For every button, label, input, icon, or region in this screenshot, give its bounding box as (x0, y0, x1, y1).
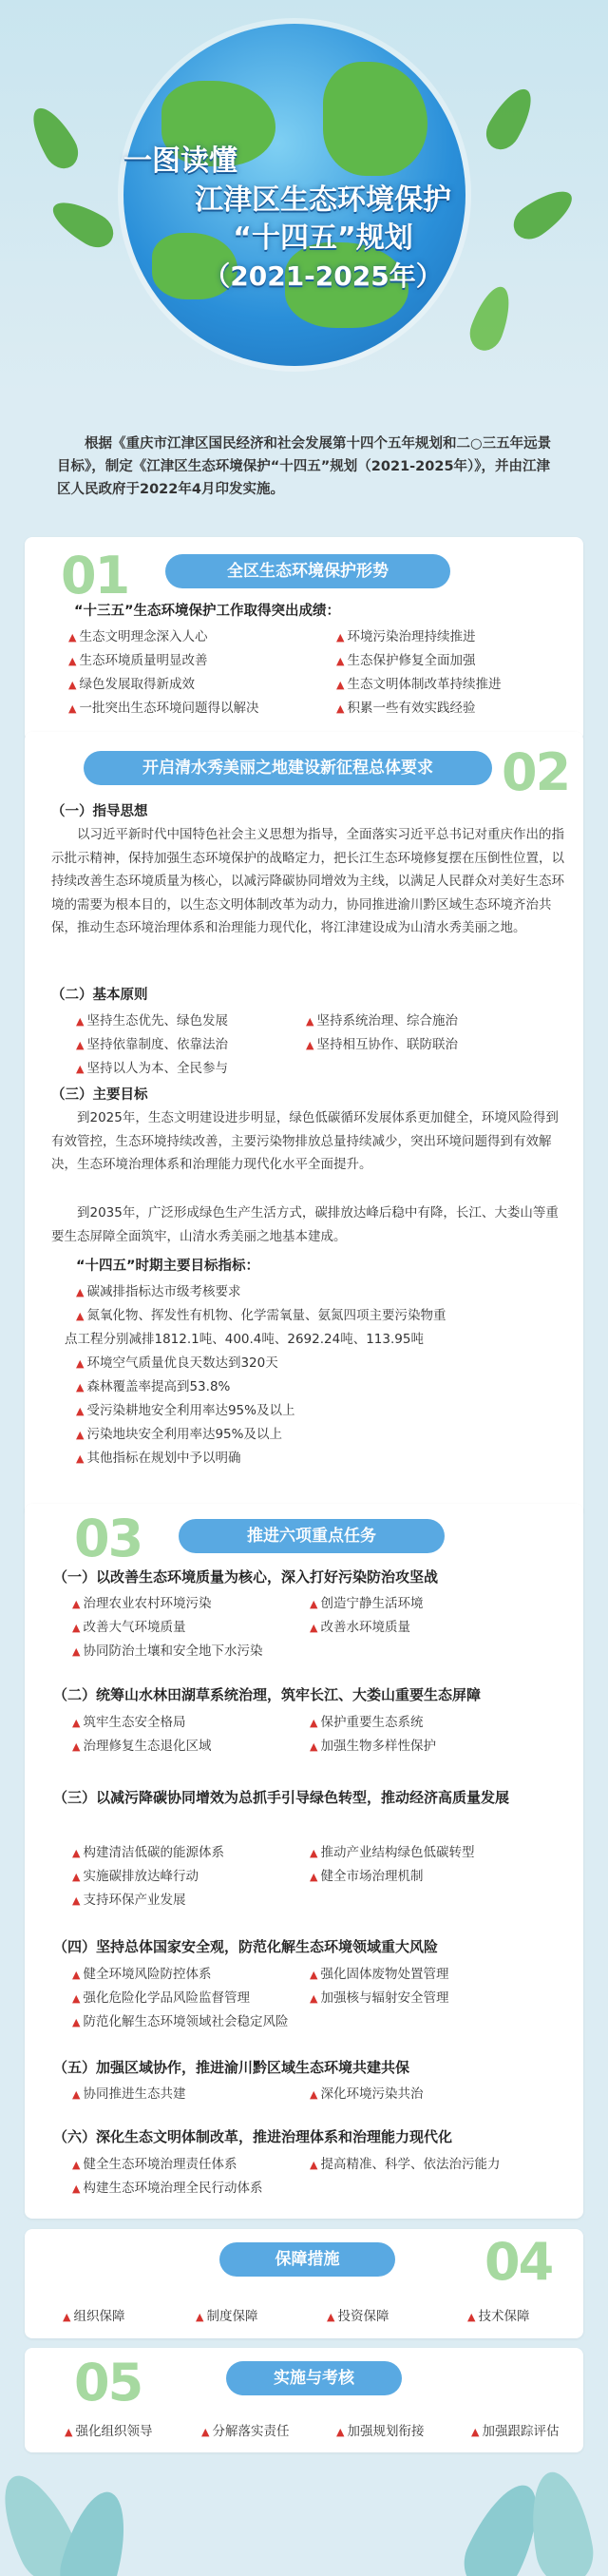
triangle-bullet-icon: ▲ (76, 1405, 85, 1417)
triangle-bullet-icon: ▲ (76, 1015, 85, 1028)
triangle-bullet-icon: ▲ (72, 1847, 81, 1859)
subheading: （二）基本原则 (51, 988, 148, 1003)
section-03-card (25, 1504, 583, 2219)
triangle-bullet-icon: ▲ (72, 1622, 81, 1634)
list-item: ▲ 改善大气环境质量 (72, 1620, 186, 1635)
triangle-bullet-icon: ▲ (76, 1452, 85, 1465)
triangle-bullet-icon: ▲ (65, 2426, 73, 2438)
triangle-bullet-icon: ▲ (336, 679, 345, 691)
list-item: ▲ 改善水环境质量 (310, 1620, 410, 1635)
section-04-card (25, 2229, 583, 2338)
subheading: （三）主要目标 (51, 1087, 148, 1103)
list-item: ▲ 碳减排指标达市级考核要求 (76, 1284, 241, 1299)
triangle-bullet-icon: ▲ (310, 1969, 318, 1981)
triangle-bullet-icon: ▲ (310, 2088, 318, 2101)
list-item: ▲ 筑牢生态安全格局 (72, 1715, 186, 1730)
triangle-bullet-icon: ▲ (310, 2159, 318, 2171)
main-goal-2025-paragraph: 到2025年，生态文明建设进步明显，绿色低碳循环发展体系更加健全，环境风险得到有效管控，生态环境持续改善，主要污染物排放总量持续减少，突出环境问题得到有效解决，生态环境治理体系和治理能力现代化水平全面提升。 (51, 1110, 559, 1172)
triangle-bullet-icon: ▲ (336, 2426, 345, 2438)
section-title-pill: 推进六项重点任务 (179, 1519, 445, 1553)
triangle-bullet-icon: ▲ (76, 1310, 85, 1322)
section-number: 05 (74, 2353, 142, 2413)
triangle-bullet-icon: ▲ (310, 1598, 318, 1610)
triangle-bullet-icon: ▲ (310, 1740, 318, 1753)
list-item: ▲ 污染地块安全利用率达95%及以上 (76, 1427, 282, 1442)
list-item: ▲ 坚持相互协作、联防联治 (306, 1037, 458, 1052)
list-item: ▲ 加强生物多样性保护 (310, 1739, 436, 1754)
leaf-decoration (522, 2468, 598, 2576)
triangle-bullet-icon: ▲ (310, 1992, 318, 2005)
list-item: ▲ 加强规划衔接 (336, 2424, 425, 2439)
guiding-ideology-paragraph: 以习近平新时代中国特色社会主义思想为指导，全面落实习近平总书记对重庆作出的指示批示精神，保持加强生态环境保护的战略定力，把长江生态环境修复摆在压倒性位置，以持续改善生态环境质量为核心，以减污降碳协同增效为主线，以满足人民群众对美好生态环境的需要为根本目的，以生态文明体制改革为动力，协同推进渝川黔区域生态环境齐治共保，推动生态环境治理体系和治理能力现代化，将江津建设成为山清水秀美丽之地。 (51, 827, 564, 935)
task-heading: （一）以改善生态环境质量为核心，深入打好污染防治攻坚战 (53, 1568, 439, 1586)
list-item: ▲ 分解落实责任 (201, 2424, 290, 2439)
triangle-bullet-icon: ▲ (306, 1039, 314, 1051)
list-item-continued: 点工程分别减排1812.1吨、400.4吨、2692.24吨、113.95吨 (65, 1332, 424, 1347)
section-number: 02 (502, 742, 570, 802)
list-item: ▲ 支持环保产业发展 (72, 1893, 186, 1908)
list-item: ▲ 推动产业结构绿色低碳转型 (310, 1845, 475, 1860)
task-heading: （五）加强区域协作，推进渝川黔区域生态环境共建共保 (53, 2059, 410, 2076)
list-item: ▲ 治理修复生态退化区域 (72, 1739, 212, 1754)
list-item: ▲ 保护重要生态系统 (310, 1715, 424, 1730)
triangle-bullet-icon: ▲ (68, 655, 77, 667)
triangle-bullet-icon: ▲ (72, 1871, 81, 1883)
section-title-pill: 实施与考核 (226, 2361, 402, 2395)
triangle-bullet-icon: ▲ (310, 1717, 318, 1729)
triangle-bullet-icon: ▲ (72, 1717, 81, 1729)
triangle-bullet-icon: ▲ (63, 2311, 71, 2323)
section-title-pill: 保障措施 (219, 2242, 395, 2277)
triangle-bullet-icon: ▲ (310, 1622, 318, 1634)
list-item: ▲ 协同推进生态共建 (72, 2086, 186, 2102)
triangle-bullet-icon: ▲ (72, 1894, 81, 1907)
triangle-bullet-icon: ▲ (76, 1429, 85, 1441)
list-item: ▲ 环境空气质量优良天数达到320天 (76, 1355, 278, 1371)
triangle-bullet-icon: ▲ (201, 2426, 210, 2438)
list-item: ▲ 实施碳排放达峰行动 (72, 1869, 199, 1884)
list-item: ▲ 强化固体废物处置管理 (310, 1967, 449, 1982)
triangle-bullet-icon: ▲ (72, 1645, 81, 1658)
triangle-bullet-icon: ▲ (310, 1871, 318, 1883)
list-item: ▲ 森林覆盖率提高到53.8% (76, 1379, 231, 1394)
section-lead: “十三五”生态环境保护工作取得突出成绩： (74, 604, 341, 619)
section-02-card (25, 732, 583, 1516)
triangle-bullet-icon: ▲ (196, 2311, 204, 2323)
list-item: ▲ 健全生态环境治理责任体系 (72, 2157, 238, 2172)
list-item: ▲ 氮氧化物、挥发性有机物、化学需氧量、氨氮四项主要污染物重 (76, 1308, 446, 1323)
section-title-pill: 全区生态环境保护形势 (165, 554, 450, 588)
list-item: ▲ 受污染耕地安全利用率达95%及以上 (76, 1403, 295, 1418)
list-item: ▲ 其他指标在规划中予以明确 (76, 1451, 241, 1466)
triangle-bullet-icon: ▲ (76, 1039, 85, 1051)
triangle-bullet-icon: ▲ (72, 1969, 81, 1981)
section-number: 03 (74, 1509, 142, 1568)
list-item: ▲ 构建清洁低碳的能源体系 (72, 1845, 224, 1860)
triangle-bullet-icon: ▲ (68, 702, 77, 715)
list-item: ▲ 提高精准、科学、依法治污能力 (310, 2157, 501, 2172)
triangle-bullet-icon: ▲ (306, 1015, 314, 1028)
hero-banner (0, 0, 608, 399)
subheading: （一）指导思想 (51, 804, 148, 819)
list-item: ▲ 一批突出生态环境问题得以解决 (68, 701, 259, 716)
triangle-bullet-icon: ▲ (72, 1740, 81, 1753)
triangle-bullet-icon: ▲ (336, 631, 345, 644)
list-item: ▲ 坚持系统治理、综合施治 (306, 1013, 458, 1028)
section-title-pill: 开启清水秀美丽之地建设新征程总体要求 (84, 751, 492, 785)
triangle-bullet-icon: ▲ (72, 1598, 81, 1610)
list-item: ▲ 积累一些有效实践经验 (336, 701, 476, 716)
list-item: ▲ 加强核与辐射安全管理 (310, 1990, 449, 2006)
triangle-bullet-icon: ▲ (467, 2311, 476, 2323)
main-goal-2035-paragraph: 到2035年，广泛形成绿色生产生活方式，碳排放达峰后稳中有降，长江、大娄山等重要生态屏障全面筑牢，山清水秀美丽之地基本建成。 (51, 1205, 559, 1244)
task-heading: （二）统筹山水林田湖草系统治理，筑牢长江、大娄山重要生态屏障 (53, 1686, 482, 1703)
list-item: ▲ 协同防治土壤和安全地下水污染 (72, 1644, 263, 1659)
list-item: ▲ 生态保护修复全面加强 (336, 653, 476, 668)
triangle-bullet-icon: ▲ (336, 702, 345, 715)
list-item: ▲ 组织保障 (63, 2309, 125, 2324)
list-item: ▲ 加强跟踪评估 (471, 2424, 560, 2439)
hero-title-line2: 江津区生态环境保护 (195, 183, 451, 217)
triangle-bullet-icon: ▲ (68, 631, 77, 644)
list-item: ▲ 防范化解生态环境领域社会稳定风险 (72, 2014, 289, 2029)
hero-title-line3: “十四五”规划 (233, 221, 413, 255)
list-item: ▲ 生态文明理念深入人心 (68, 629, 208, 644)
list-item: ▲ 健全市场治理机制 (310, 1869, 424, 1884)
list-item: ▲ 深化环境污染共治 (310, 2086, 424, 2102)
triangle-bullet-icon: ▲ (471, 2426, 480, 2438)
targets-lead: “十四五”时期主要目标指标： (76, 1259, 260, 1274)
list-item: ▲ 生态环境质量明显改善 (68, 653, 208, 668)
section-05-card (25, 2348, 583, 2452)
hero-title-line4: （2021-2025年） (203, 260, 443, 292)
task-heading: （四）坚持总体国家安全观，防范化解生态环境领域重大风险 (53, 1938, 439, 1955)
task-heading: （三）以减污降碳协同增效为总抓手引导绿色转型，推动经济高质量发展 (53, 1789, 510, 1806)
section-01-card (25, 537, 583, 741)
list-item: ▲ 健全环境风险防控体系 (72, 1967, 212, 1982)
list-item: ▲ 构建生态环境治理全民行动体系 (72, 2181, 263, 2196)
list-item: ▲ 强化危险化学品风险监督管理 (72, 1990, 250, 2006)
triangle-bullet-icon: ▲ (68, 679, 77, 691)
triangle-bullet-icon: ▲ (72, 2016, 81, 2028)
section-number: 01 (61, 546, 129, 606)
list-item: ▲ 绿色发展取得新成效 (68, 677, 195, 692)
list-item: ▲ 制度保障 (196, 2309, 258, 2324)
intro-paragraph: 根据《重庆市江津区国民经济和社会发展第十四个五年规划和二○三五年远景目标》，制定《江津区生态环境保护“十四五”规划（2021-2025年）》，并由江津区人民政府于2022年4月印发实施。 (57, 436, 552, 497)
triangle-bullet-icon: ▲ (72, 2088, 81, 2101)
triangle-bullet-icon: ▲ (76, 1063, 85, 1075)
triangle-bullet-icon: ▲ (72, 1992, 81, 2005)
list-item: ▲ 治理农业农村环境污染 (72, 1596, 212, 1611)
list-item: ▲ 投资保障 (327, 2309, 390, 2324)
triangle-bullet-icon: ▲ (76, 1381, 85, 1394)
triangle-bullet-icon: ▲ (72, 2182, 81, 2195)
hero-title (124, 143, 513, 294)
list-item: ▲ 强化组织领导 (65, 2424, 153, 2439)
section-number: 04 (484, 2232, 553, 2292)
list-item: ▲ 环境污染治理持续推进 (336, 629, 476, 644)
triangle-bullet-icon: ▲ (76, 1286, 85, 1298)
task-heading: （六）深化生态文明体制改革，推进治理体系和治理能力现代化 (53, 2128, 453, 2145)
list-item: ▲ 坚持依靠制度、依靠法治 (76, 1037, 228, 1052)
hero-title-line1: 一图读懂 (124, 144, 238, 178)
footer-leaves-decoration (0, 2462, 608, 2576)
triangle-bullet-icon: ▲ (336, 655, 345, 667)
list-item: ▲ 创造宁静生活环境 (310, 1596, 424, 1611)
list-item: ▲ 生态文明体制改革持续推进 (336, 677, 502, 692)
leaf-decoration (507, 182, 580, 246)
list-item: ▲ 技术保障 (467, 2309, 530, 2324)
triangle-bullet-icon: ▲ (76, 1357, 85, 1370)
triangle-bullet-icon: ▲ (327, 2311, 335, 2323)
triangle-bullet-icon: ▲ (310, 1847, 318, 1859)
list-item: ▲ 坚持生态优先、绿色发展 (76, 1013, 228, 1028)
leaf-decoration (24, 101, 85, 175)
leaf-decoration (46, 193, 120, 254)
triangle-bullet-icon: ▲ (72, 2159, 81, 2171)
list-item: ▲ 坚持以人为本、全民参与 (76, 1061, 228, 1076)
